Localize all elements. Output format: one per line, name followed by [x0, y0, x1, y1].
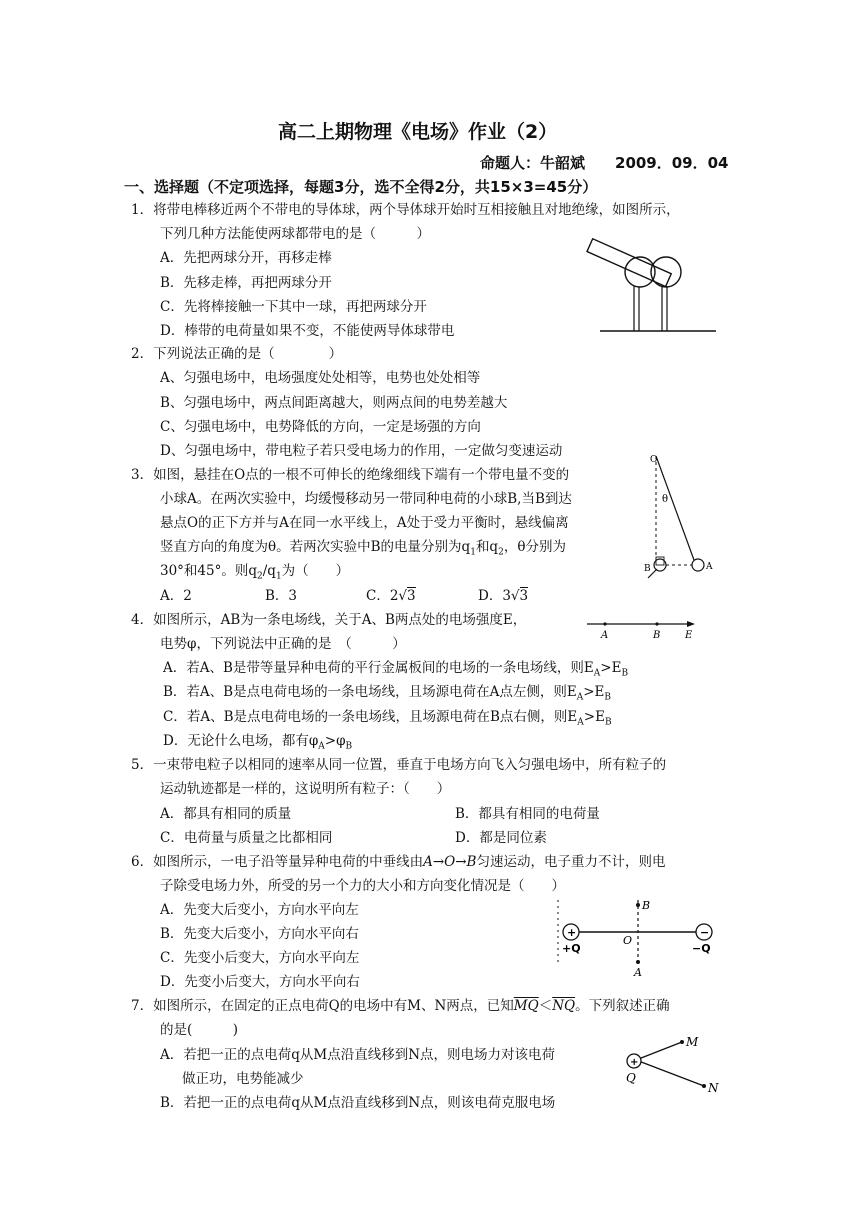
q3-figure: [640, 450, 720, 580]
q3-option-b: B．3: [265, 588, 298, 604]
q3-string: [656, 456, 694, 560]
q5-option-b: B．都具有相同的电荷量: [455, 806, 600, 822]
q7-line1: 7．如图所示，在固定的正点电荷Q的电场中有M、N两点，已知$\overline{MQ}<\overline{NQ}$。下列叙述正确: [131, 998, 670, 1014]
svg-text:A: A: [706, 562, 713, 572]
q3-line4: 竖直方向的角度为θ。若两次实验中B的电量分别为$q_1$和$q_2$，θ分别为: [160, 539, 566, 558]
q2-option-c: C、匀强电场中，电势降低的方向，一定是场强的方向: [160, 419, 481, 435]
q4-option-c: C．若A、B是点电荷电场的一条电场线，且场源电荷在B点右侧，则$E_A>E_B$: [163, 709, 612, 728]
svg-text:θ: θ: [662, 494, 669, 505]
q6-line2: 子除受电场力外，所受的另一个力的大小和方向变化情况是（ ）: [160, 878, 565, 894]
svg-text:Q: Q: [626, 1071, 636, 1085]
author-line: 命题人：牛韶斌 2009．09．04: [480, 154, 729, 172]
q3-line5: 30°和45°。则$q_2/q_1$为（ ）: [160, 563, 350, 582]
q4-line2: 电势φ，下列说法中正确的是 （ ）: [160, 636, 406, 652]
q2-option-a: A、匀强电场中，电场强度处处相等，电势也处处相等: [160, 370, 481, 386]
q7-figure: [620, 1030, 730, 1098]
q2-option-b: B、匀强电场中，两点间距离越大，则两点间的电势差越大: [160, 395, 508, 411]
q3-ball-a: [692, 559, 704, 571]
q1-stem-line2: 下列几种方法能使两球都带电的是（ ）: [160, 226, 430, 242]
q2-option-d: D、匀强电场中，带电粒子若只受电场力的作用，一定做匀变速运动: [160, 443, 563, 459]
q6-figure: [556, 896, 720, 978]
q3-line2: 小球A。在两次实验中，均缓慢移动另一带同种电荷的小球B,当B到达: [160, 491, 572, 507]
q6-option-a: A．先变大后变小，方向水平向左: [160, 902, 359, 918]
q1-option-d: D．棒带的电荷量如果不变，不能使两导体球带电: [160, 323, 455, 339]
q6-option-c: C．先变小后变大，方向水平向左: [160, 950, 360, 966]
svg-text:B: B: [644, 564, 651, 574]
q1-figure: [596, 228, 720, 334]
q1-stem-line1: 1．将带电棒移近两个不带电的导体球，两个导体球开始时互相接触且对地绝缘，如图所示，: [131, 202, 680, 218]
svg-text:B: B: [653, 630, 661, 641]
svg-text:+: +: [567, 926, 577, 939]
q6-line1: 6．如图所示，一电子沿等量异种电荷的中垂线由A→O→B匀速运动，电子重力不计，则电: [131, 854, 666, 870]
svg-text:O: O: [623, 934, 633, 947]
q7-line2: 的是( ): [160, 1022, 239, 1038]
q3-option-a: A．2: [160, 588, 192, 604]
svg-text:−: −: [700, 926, 710, 939]
q6-option-d: D．先变小后变大，方向水平向右: [160, 974, 360, 990]
svg-text:A: A: [601, 630, 609, 641]
svg-text:N: N: [708, 1081, 719, 1095]
page-title: 高二上期物理《电场》作业（2）: [278, 121, 558, 143]
q7-option-a-line1: A．若把一正的点电荷q从M点沿直线移到N点，则电场力对该电荷: [160, 1047, 556, 1063]
q5-option-a: A．都具有相同的质量: [160, 806, 292, 822]
q4-figure: [585, 612, 705, 642]
q4-option-d: D．无论什么电场，都有$\varphi_A>\varphi_B$: [163, 733, 353, 752]
q5-option-c: C．电荷量与质量之比都相同: [160, 830, 333, 846]
q7-option-a-line2: 做正功，电势能减少: [182, 1071, 304, 1087]
svg-text:−Q: −Q: [692, 942, 711, 955]
svg-text:E: E: [685, 630, 693, 641]
q5-option-d: D．都是同位素: [455, 830, 547, 846]
q1-option-c: C．先将棒接触一下其中一球，再把两球分开: [160, 299, 427, 315]
q1-option-b: B．先移走棒，再把两球分开: [160, 275, 332, 291]
svg-text:+: +: [630, 1057, 639, 1068]
svg-text:O: O: [650, 455, 658, 465]
q3-option-d: D．3√3: [478, 588, 529, 604]
section-heading: 一、选择题（不定项选择，每题3分，选不全得2分，共15×3=45分）: [124, 178, 598, 196]
q6-option-b: B．先变大后变小，方向水平向右: [160, 926, 359, 942]
q4-option-a: A．若A、B是带等量异种电荷的平行金属板间的电场的一条电场线，则$E_A>E_B$: [163, 660, 629, 679]
q3-line1: 3．如图，悬挂在O点的一根不可伸长的绝缘细线下端有一个带电量不变的: [131, 467, 570, 483]
q5-line2: 运动轨迹都是一样的，这说明所有粒子：（ ）: [160, 781, 451, 797]
q4-line1: 4．如图所示，AB为一条电场线，关于A、B两点处的电场强度E，: [131, 612, 527, 628]
svg-text:B: B: [642, 899, 651, 912]
q4-option-b: B．若A、B是点电荷电场的一条电场线，且场源电荷在A点左侧，则$E_A>E_B$: [163, 684, 611, 703]
svg-text:A: A: [634, 966, 642, 979]
svg-text:+Q: +Q: [562, 942, 581, 955]
q7-option-b-line1: B．若把一正的点电荷q从M点沿直线移到N点，则该电荷克服电场: [160, 1095, 556, 1111]
q5-line1: 5．一束带电粒子以相同的速率从同一位置，垂直于电场方向飞入匀强电场中，所有粒子的: [131, 757, 667, 773]
q1-option-a: A．先把两球分开，再移走棒: [160, 250, 332, 266]
q2-stem: 2．下列说法正确的是（ ）: [131, 346, 343, 362]
svg-text:M: M: [686, 1035, 699, 1049]
q3-line3: 悬点O的正下方并与A在同一水平线上，A处于受力平衡时，悬线偏离: [160, 515, 569, 531]
q3-option-c: C．2√3: [366, 588, 416, 604]
